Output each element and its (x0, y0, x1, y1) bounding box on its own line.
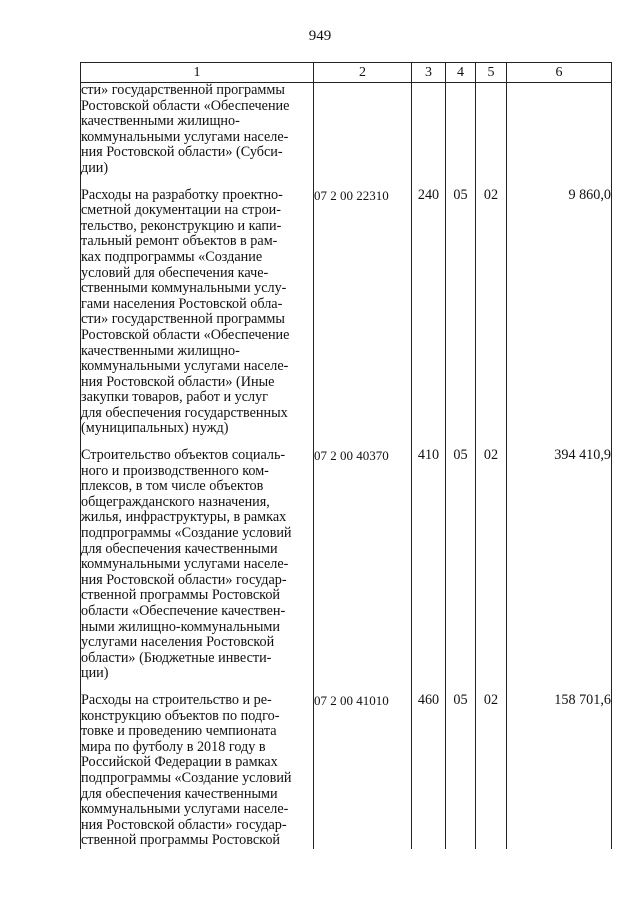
column-header-6: 6 (507, 63, 612, 83)
target-code (314, 83, 412, 177)
description-line: для обеспечения качественными (81, 785, 278, 802)
target-code: 07 2 00 22310 (314, 177, 412, 438)
description-line: плексов, в том числе объектов (81, 478, 264, 495)
description-line: (муниципальных) нужд) (81, 420, 229, 437)
description-line: для обеспечения качественными (81, 540, 278, 557)
budget-table (80, 62, 612, 849)
expense-description (81, 682, 314, 849)
description-line: ния Ростовской области» государ- (81, 816, 287, 833)
description-line: закупки товаров, работ и услуг (81, 389, 268, 406)
column-header-1: 1 (81, 63, 314, 83)
column-header-4: 4 (446, 63, 476, 83)
description-line: Расходы на строительство и ре- (81, 691, 272, 708)
description-line: коммунальными услугами населе- (81, 358, 289, 375)
expense-type-code: 240 (412, 177, 446, 438)
description-line: Ростовской области «Обеспечение (81, 97, 290, 114)
description-line: ках подпрограммы «Создание (81, 248, 263, 265)
expense-type-code: 410 (412, 437, 446, 682)
column-header-5: 5 (476, 63, 507, 83)
amount: 394 410,9 (507, 437, 612, 682)
description-line: подпрограммы «Создание условий (81, 769, 292, 786)
subsection-code: 02 (476, 437, 507, 682)
target-code: 07 2 00 40370 (314, 437, 412, 682)
description-line: ственными коммунальными услу- (81, 280, 287, 297)
description-line: Строительство объектов социаль- (81, 447, 286, 464)
amount: 9 860,0 (507, 177, 612, 438)
expense-description (81, 177, 314, 438)
description-line: тальный ремонт объектов в рам- (81, 233, 278, 250)
description-line: сти» государственной программы (81, 311, 285, 328)
description-line: жилья, инфраструктуры, в рамках (81, 509, 287, 526)
column-header-2: 2 (314, 63, 412, 83)
description-line: сти» государственной программы (81, 82, 285, 98)
description-line: гами населения Ростовской обла- (81, 295, 283, 312)
section-code: 05 (446, 437, 476, 682)
table-row (81, 682, 612, 849)
section-code (446, 83, 476, 177)
table-row (81, 437, 612, 682)
description-line: коммунальными услугами населе- (81, 801, 289, 818)
column-header-3: 3 (412, 63, 446, 83)
description-line: тельство, реконструкцию и капи- (81, 217, 282, 234)
subsection-code (476, 83, 507, 177)
description-line: ственной программы Ростовской (81, 832, 281, 849)
section-code: 05 (446, 177, 476, 438)
expense-description (81, 437, 314, 682)
description-line: области «Обеспечение качествен- (81, 603, 286, 619)
description-line: ными жилищно-коммунальными (81, 618, 280, 635)
expense-description (81, 83, 314, 177)
amount (507, 83, 612, 177)
description-line: ственной программы Ростовской (81, 587, 281, 604)
description-line: ния Ростовской области» (Иные (81, 373, 275, 390)
description-line: Российской Федерации в рамках (81, 754, 278, 771)
description-line: ния Ростовской области» (Субси- (81, 144, 283, 161)
description-line: конструкцию объектов по подго- (81, 707, 280, 724)
subsection-code: 02 (476, 682, 507, 849)
description-line: ния Ростовской области» государ- (81, 571, 287, 588)
description-line: дии) (81, 159, 109, 176)
expense-type-code (412, 83, 446, 177)
page-number: 949 (308, 28, 332, 44)
description-line: качественными жилищно- (81, 342, 240, 359)
target-code: 07 2 00 41010 (314, 682, 412, 849)
description-line: товке и проведению чемпионата (81, 723, 277, 740)
description-line: для обеспечения государственных (81, 404, 288, 421)
description-line: области» (Бюджетные инвести- (81, 649, 272, 666)
table-body (81, 83, 612, 849)
table-header-row (81, 63, 612, 83)
expense-type-code: 460 (412, 682, 446, 849)
table-row (81, 177, 612, 438)
section-code: 05 (446, 682, 476, 849)
description-line: ного и производственного ком- (81, 462, 269, 479)
table-row (81, 83, 612, 177)
description-line: подпрограммы «Создание условий (81, 525, 292, 542)
description-line: Расходы на разработку проектно- (81, 186, 283, 203)
description-line: качественными жилищно- (81, 113, 240, 130)
subsection-code: 02 (476, 177, 507, 438)
description-line: коммунальными услугами населе- (81, 128, 289, 145)
description-line: коммунальными услугами населе- (81, 556, 289, 573)
amount: 158 701,6 (507, 682, 612, 849)
description-line: Ростовской области «Обеспечение (81, 326, 290, 343)
description-line: условий для обеспечения каче- (81, 264, 269, 281)
description-line: сметной документации на строи- (81, 202, 281, 219)
description-line: мира по футболу в 2018 году в (81, 738, 266, 755)
description-line: ции) (81, 665, 109, 682)
description-line: услугами населения Ростовской (81, 634, 275, 651)
description-line: общегражданского назначения, (81, 493, 270, 510)
